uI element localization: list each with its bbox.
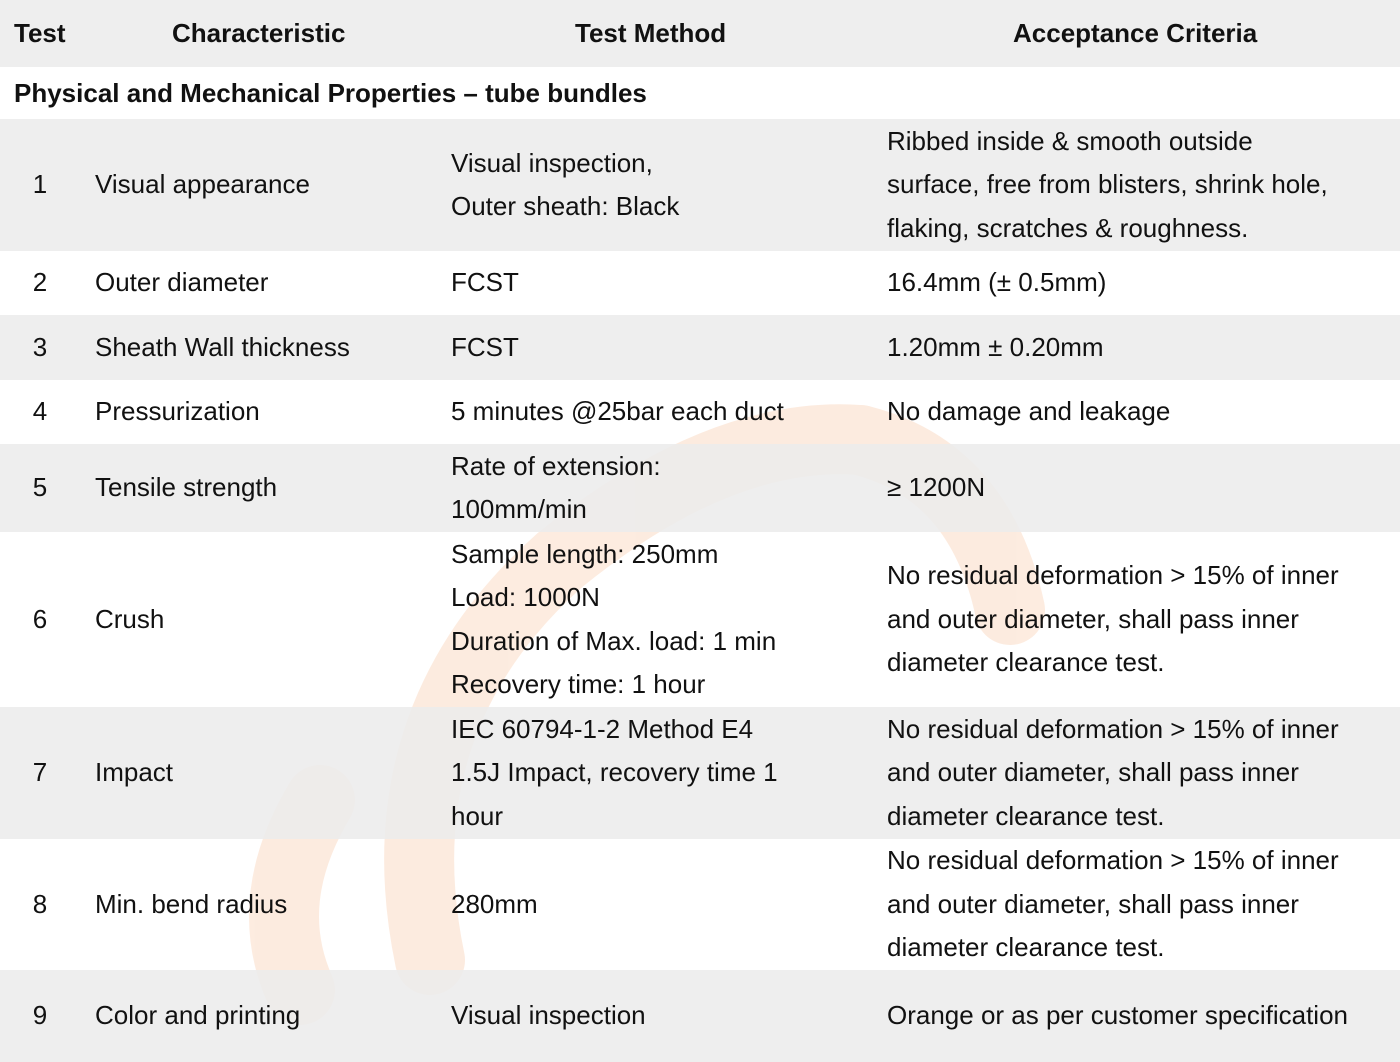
row-characteristic: Sheath Wall thickness bbox=[95, 331, 350, 362]
criteria-line: and outer diameter, shall pass inner bbox=[887, 888, 1299, 919]
criteria-line: No residual deformation > 15% of inner bbox=[887, 845, 1339, 876]
criteria-line: diameter clearance test. bbox=[887, 647, 1165, 678]
criteria-line: No damage and leakage bbox=[887, 396, 1171, 427]
row-criteria bbox=[887, 119, 1328, 251]
row-criteria bbox=[887, 444, 985, 532]
method-line: Sample length: 250mm bbox=[451, 538, 719, 569]
row-criteria bbox=[887, 970, 1348, 1062]
row-characteristic: Visual appearance bbox=[95, 169, 310, 200]
table-row bbox=[0, 839, 1400, 970]
row-method bbox=[451, 315, 519, 380]
criteria-line: No residual deformation > 15% of inner bbox=[887, 713, 1339, 744]
method-line: Load: 1000N bbox=[451, 582, 600, 612]
row-criteria bbox=[887, 251, 1106, 315]
method-line: Rate of extension: bbox=[451, 450, 661, 481]
table-header bbox=[0, 0, 1400, 67]
method-line: Recovery time: 1 hour bbox=[451, 669, 706, 699]
row-characteristic: Outer diameter bbox=[95, 267, 269, 298]
row-number: 2 bbox=[32, 267, 48, 298]
header-test-method: Test Method bbox=[575, 17, 727, 48]
row-criteria bbox=[887, 380, 1170, 444]
row-method bbox=[451, 532, 776, 707]
row-number: 7 bbox=[32, 757, 48, 788]
criteria-line: surface, free from blisters, shrink hole, bbox=[887, 169, 1328, 200]
criteria-line: Ribbed inside & smooth outside bbox=[887, 125, 1253, 156]
criteria-line: 16.4mm (± 0.5mm) bbox=[887, 267, 1107, 298]
criteria-line: Orange or as per customer specification bbox=[887, 1000, 1348, 1031]
row-number: 5 bbox=[32, 472, 48, 503]
table-row bbox=[0, 532, 1400, 707]
method-line: Visual inspection, bbox=[451, 147, 653, 178]
method-word: recovery bbox=[599, 757, 700, 788]
method-line: Duration of Max. load: 1 min bbox=[451, 625, 777, 656]
row-method bbox=[451, 251, 519, 315]
row-method bbox=[451, 970, 646, 1062]
table-row bbox=[0, 444, 1400, 532]
table-row bbox=[0, 119, 1400, 251]
method-line: 5 minutes @25bar each duct bbox=[451, 396, 784, 427]
table-row bbox=[0, 707, 1400, 839]
row-number: 1 bbox=[32, 169, 48, 200]
method-line: 280mm bbox=[451, 888, 538, 919]
method-line: Outer sheath: Black bbox=[451, 191, 680, 221]
header-acceptance-criteria: Acceptance Criteria bbox=[1013, 17, 1258, 48]
section-row bbox=[0, 67, 1400, 119]
method-line: hour bbox=[451, 800, 504, 831]
method-line: Visual inspection bbox=[451, 1000, 646, 1031]
row-number: 4 bbox=[32, 396, 48, 427]
criteria-line: and outer diameter, shall pass inner bbox=[887, 603, 1299, 634]
method-line: FCST bbox=[451, 267, 519, 298]
row-method bbox=[451, 119, 679, 251]
row-method bbox=[451, 380, 784, 444]
method-line-justified bbox=[451, 751, 857, 795]
criteria-line: 1.20mm ± 0.20mm bbox=[887, 331, 1104, 362]
method-word: Impact, bbox=[507, 757, 593, 788]
row-criteria bbox=[887, 707, 1339, 839]
method-line: 100mm/min bbox=[451, 494, 587, 524]
method-word: 1.5J bbox=[451, 757, 501, 788]
criteria-line: No residual deformation > 15% of inner bbox=[887, 560, 1339, 591]
method-line: IEC 60794-1-2 Method E4 bbox=[451, 713, 754, 744]
method-word: time bbox=[706, 757, 756, 788]
criteria-line: diameter clearance test. bbox=[887, 932, 1165, 963]
header-test: Test bbox=[14, 17, 66, 48]
table-row bbox=[0, 315, 1400, 380]
row-number: 8 bbox=[32, 888, 48, 919]
criteria-line: flaking, scratches & roughness. bbox=[887, 212, 1249, 243]
table-row bbox=[0, 251, 1400, 315]
row-method bbox=[451, 707, 857, 839]
row-characteristic: Tensile strength bbox=[95, 472, 278, 503]
criteria-line: diameter clearance test. bbox=[887, 800, 1165, 831]
row-characteristic: Color and printing bbox=[95, 1000, 301, 1031]
criteria-line: ≥ 1200N bbox=[887, 472, 986, 503]
header-characteristic: Characteristic bbox=[172, 17, 346, 48]
criteria-line: and outer diameter, shall pass inner bbox=[887, 757, 1299, 788]
section-title: Physical and Mechanical Properties – tube bundles bbox=[14, 77, 647, 108]
row-characteristic: Pressurization bbox=[95, 396, 260, 427]
row-characteristic: Crush bbox=[95, 603, 165, 634]
row-number: 6 bbox=[32, 603, 48, 634]
table-row bbox=[0, 970, 1400, 1062]
row-criteria bbox=[887, 839, 1339, 970]
row-number: 3 bbox=[32, 331, 48, 362]
row-characteristic: Min. bend radius bbox=[95, 888, 288, 919]
row-characteristic: Impact bbox=[95, 757, 174, 788]
method-word: 1 bbox=[763, 757, 778, 788]
method-line: FCST bbox=[451, 331, 519, 362]
row-method bbox=[451, 444, 661, 532]
row-number: 9 bbox=[32, 1000, 48, 1031]
row-criteria bbox=[887, 532, 1339, 707]
row-method bbox=[451, 839, 538, 970]
table-row bbox=[0, 380, 1400, 444]
row-criteria bbox=[887, 315, 1104, 380]
